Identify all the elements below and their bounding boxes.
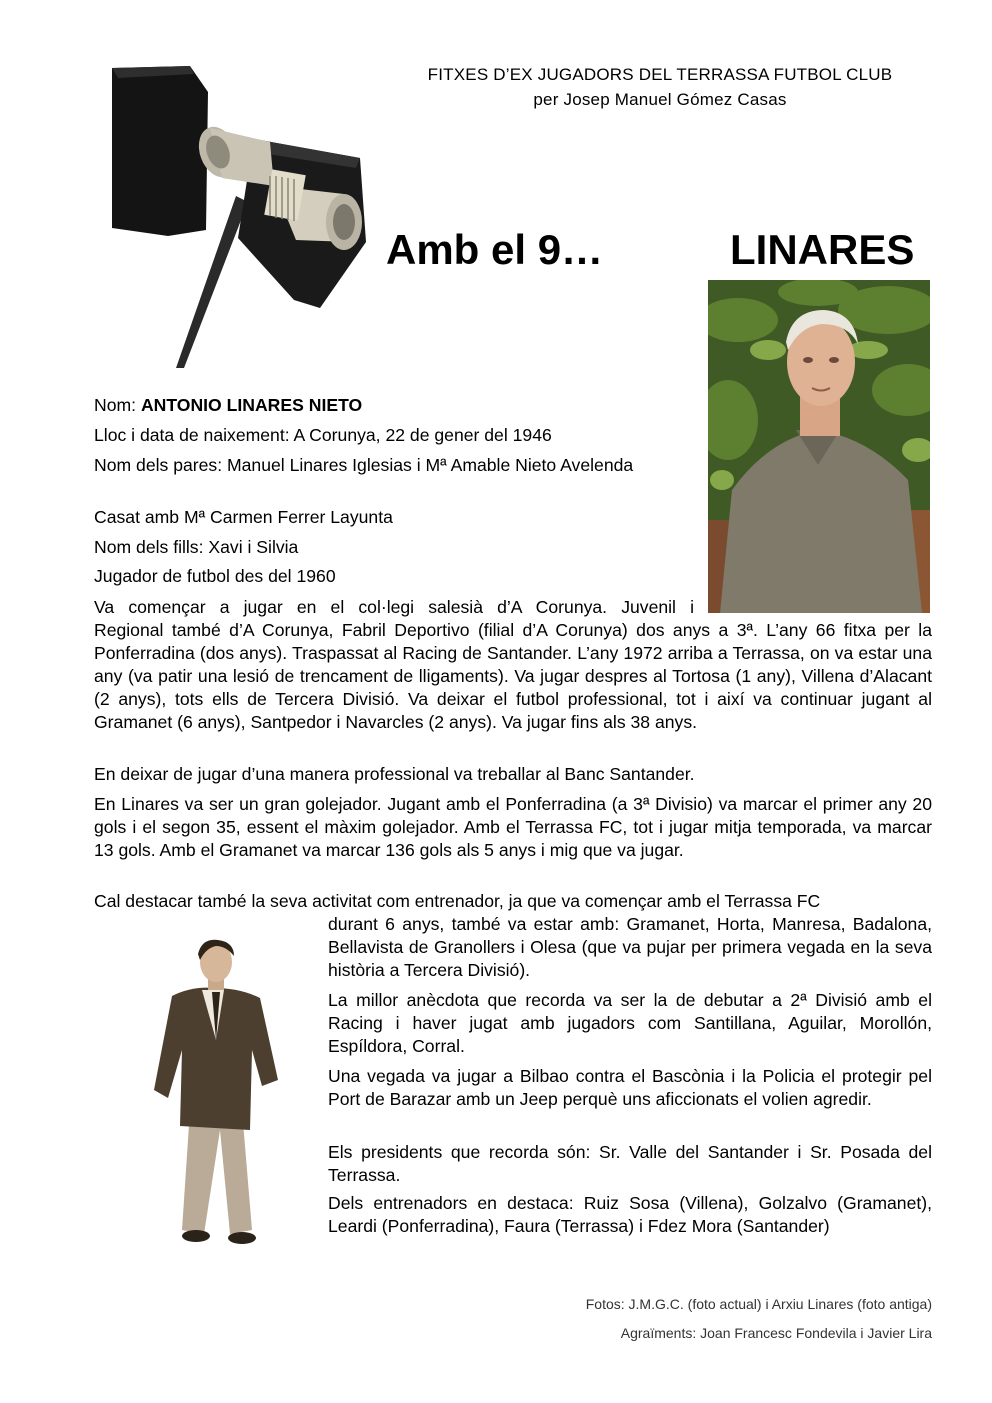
photo-credits: Fotos: J.M.G.C. (foto actual) i Arxiu Linares (foto antiga) (585, 1296, 932, 1312)
children-field: Nom dels fills: Xavi i Silvia (94, 537, 299, 557)
paragraph-2: En deixar de jugar d’una manera professional va treballar al Banc Santander. (94, 764, 695, 784)
paragraph-7: Els presidents que recorda són: Sr. Valle del Santander i Sr. Posada del Terrassa. (328, 1142, 932, 1185)
author-line: per Josep Manuel Gómez Casas (533, 90, 787, 109)
loudspeaker-image (98, 62, 374, 370)
title-name: LINARES (730, 226, 915, 273)
paragraph-6: Una vegada va jugar a Bilbao contra el Bascònia i la Policia el protegir pel Port de Barazar amb un Jeep perquè uns aficcionats el volien agredir. (328, 1066, 932, 1109)
parents-field: Nom dels pares: Manuel Linares Iglesias i Mª Amable Nieto Avelenda (94, 455, 634, 475)
paragraph-4: durant 6 anys, també va estar amb: Gramanet, Horta, Manresa, Badalona, Bellavista de Granollers i Olesa (que va pujar per primera vegada en la seva història a Tercera Divisió). (328, 914, 932, 980)
paragraph-1-start: Va començar a jugar en el col·legi salesià d’A Corunya. Juvenil i (94, 597, 694, 617)
career-start-field: Jugador de futbol des del 1960 (94, 566, 336, 586)
portrait-photo-current (708, 280, 930, 613)
acknowledgements: Agraïments: Joan Francesc Fondevila i Javier Lira (620, 1325, 932, 1341)
name-field (94, 394, 362, 417)
spouse-field: Casat amb Mª Carmen Ferrer Layunta (94, 507, 393, 527)
title-number: Amb el 9… (386, 226, 604, 273)
series-title: FITXES D’EX JUGADORS DEL TERRASSA FUTBOL CLUB (427, 65, 893, 84)
birth-field: Lloc i data de naixement: A Corunya, 22 de gener del 1946 (94, 425, 552, 445)
paragraph-5: La millor anècdota que recorda va ser la de debutar a 2ª Divisió amb el Racing i haver jugat amb jugadors com Santillana, Aguilar, Morollón, Espíldora, Corral. (328, 990, 932, 1056)
paragraph-3: En Linares va ser un gran golejador. Jugant amb el Ponferradina (a 3ª Divisio) va marcar el primer any 20 gols i el segon 35, essent el màxim golejador. Amb el Terrassa FC, tot i jugar mitja temporada, va marcar 13 gols. Amb el Gramanet va marcar 136 gols als 5 anys i mig que va jugar. (94, 794, 932, 860)
name-value: ANTONIO LINARES NIETO (140, 395, 363, 415)
paragraph-1: Regional també d’A Corunya, Fabril Deportivo (filial d’A Corunya) dos anys a 3ª. L’any 66 fitxa per la Ponferradina (dos anys). Traspassat al Racing de Santander. L’any 1972 arriba a Terrassa, on va estar una any (va patir una lesió de trencament de lligaments). Va jugar despres al Tortosa (1 any), Villena d’Alacant (2 anys), tots ells de Tercera Divisió. Va deixar el futbol professional, tot i així va continuar jugant al Gramanet (6 anys), Santpedor i Navarcles (2 anys). Va jugar fins als 38 anys. (94, 620, 932, 732)
portrait-photo-archive (122, 930, 312, 1260)
name-label: Nom: (94, 395, 141, 415)
paragraph-8: Dels entrenadors en destaca: Ruiz Sosa (Villena), Golzalvo (Gramanet), Leardi (Ponferradina), Faura (Terrassa) i Fdez Mora (Santander) (328, 1193, 932, 1236)
paragraph-4-start: Cal destacar també la seva activitat com entrenador, ja que va començar amb el Terrassa FC (94, 891, 821, 911)
